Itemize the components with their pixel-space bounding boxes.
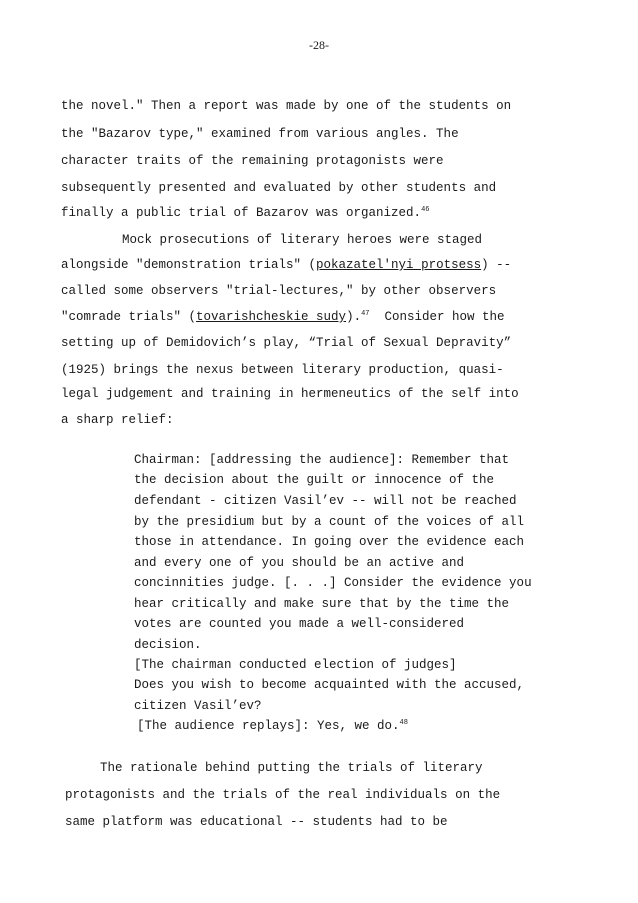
- text-line: a sharp relief:: [61, 413, 174, 427]
- text-line: same platform was educational -- students had to be: [65, 815, 448, 829]
- quote-line: citizen Vasil’ev?: [134, 699, 262, 713]
- quote-line: those in attendance. In going over the evidence each: [134, 535, 525, 549]
- quote-line: [The chairman conducted election of judges]: [134, 658, 457, 672]
- quote-line: Chairman: [addressing the audience]: Remember that: [134, 453, 510, 467]
- text-line: character traits of the remaining protagonists were: [61, 154, 444, 168]
- quote-line: by the presidium but by a count of the voices of all: [134, 515, 525, 529]
- text-line: the "Bazarov type," examined from various angles. The: [61, 127, 459, 141]
- text-line: subsequently presented and evaluated by other students and: [61, 181, 497, 195]
- text-line: setting up of Demidovich’s play, “Trial of Sexual Depravity”: [61, 336, 512, 350]
- quote-line: hear critically and make sure that by the time the: [134, 597, 510, 611]
- text-line: (1925) brings the nexus between literary production, quasi-: [61, 363, 504, 377]
- text-span: Consider how the: [369, 310, 505, 324]
- footnote-ref: 48: [399, 719, 408, 727]
- text-line: legal judgement and training in hermeneutics of the self into: [61, 387, 519, 401]
- quote-line: the decision about the guilt or innocence of the: [134, 473, 495, 487]
- quote-line: votes are counted you made a well-considered: [134, 617, 465, 631]
- text-line: The rationale behind putting the trials of literary: [100, 761, 483, 775]
- text-line: [61, 207, 429, 220]
- text-span: ).: [346, 310, 362, 324]
- text-line: Mock prosecutions of literary heroes were staged: [122, 233, 483, 247]
- text-span: alongside "demonstration trials" (: [61, 258, 317, 272]
- quote-line: Does you wish to become acquainted with the accused,: [134, 678, 525, 692]
- footnote-ref: 46: [421, 206, 430, 214]
- page-number: -28-: [309, 38, 329, 52]
- text-line: protagonists and the trials of the real individuals on the: [65, 788, 501, 802]
- text-line: [61, 259, 511, 272]
- quote-line: and every one of you should be an active and: [134, 556, 465, 570]
- text-span: finally a public trial of Bazarov was organized.: [61, 206, 422, 220]
- text-line: the novel." Then a report was made by one of the students on: [61, 99, 512, 113]
- text-span: [The audience replays]: Yes, we do.: [137, 719, 400, 733]
- text-line: [61, 311, 505, 324]
- text-line: called some observers "trial-lectures," by other observers: [61, 284, 497, 298]
- text-span: "comrade trials" (: [61, 310, 197, 324]
- text-span: ) --: [481, 258, 512, 272]
- footnote-ref: 47: [361, 310, 370, 318]
- russian-term: tovarishcheskie sudy: [196, 310, 347, 324]
- quote-line: decision.: [134, 638, 202, 652]
- quote-line: concinnities judge. [. . .] Consider the evidence you: [134, 576, 532, 590]
- quote-line: [137, 720, 408, 733]
- quote-line: defendant - citizen Vasil’ev -- will not be reached: [134, 494, 517, 508]
- russian-term: pokazatel'nyi protsess: [316, 258, 482, 272]
